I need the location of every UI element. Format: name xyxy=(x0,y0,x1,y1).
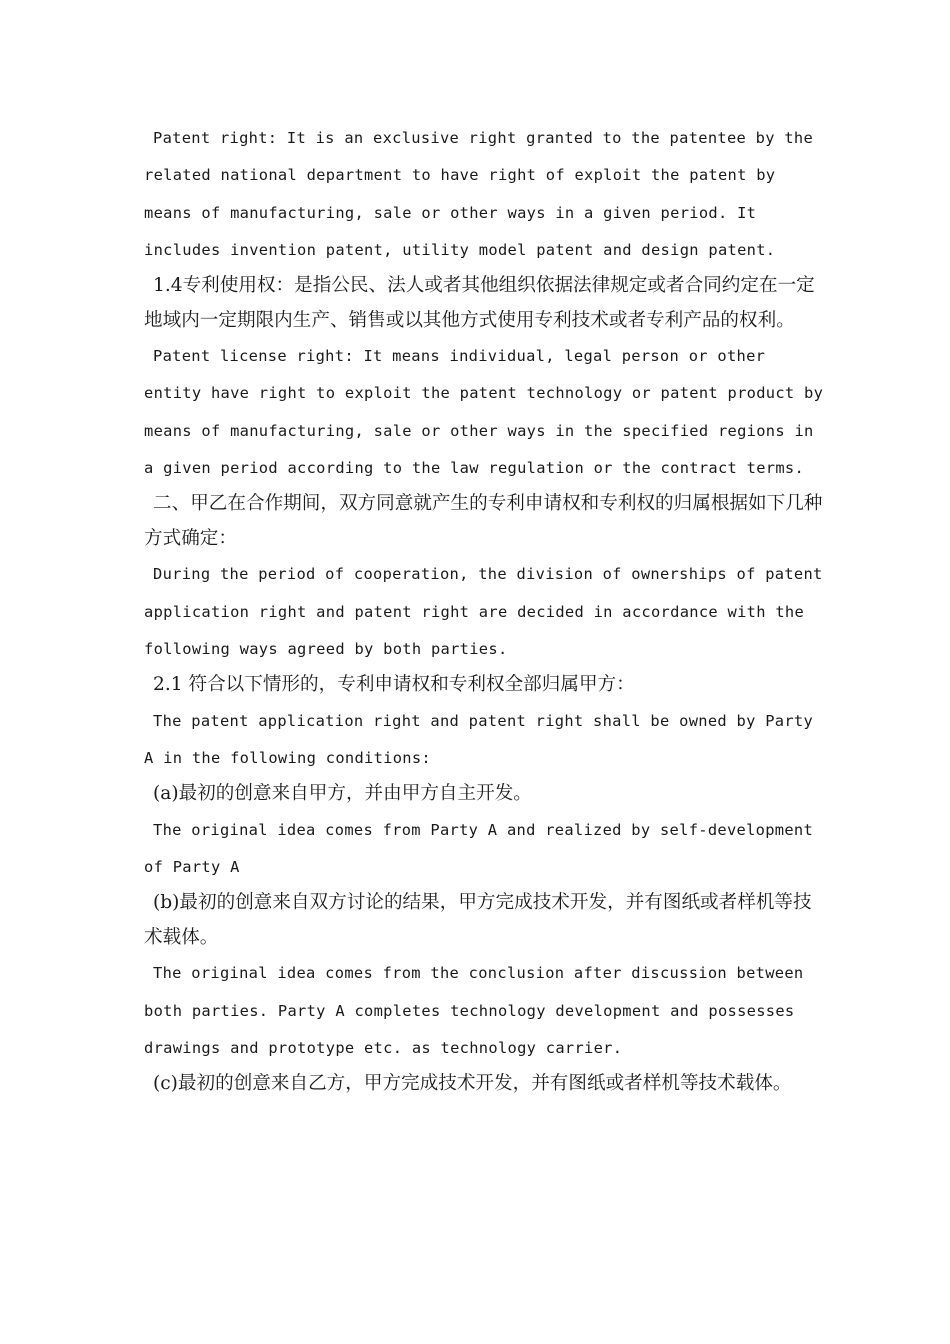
paragraph-patent-right-en: Patent right: It is an exclusive right granted to the patentee by the related national department to have right of exploit the patent by means of manufacturing, sale or other ways in a given period. It includes invention patent, utility model patent and design patent. xyxy=(144,129,814,259)
paragraph-condition-b-en: The original idea comes from the conclusion after discussion between both parties. Party A completes technology development and possesses drawings and prototype etc. as technology carrier. xyxy=(144,964,804,1058)
paragraph-patent-license-right-zh: 1.4专利使用权：是指公民、法人或者其他组织依据法律规定或者合同约定在一定地域内一定期限内生产、销售或以其他方式使用专利技术或者专利产品的权利。 xyxy=(144,275,815,331)
paragraph-clause-2-1-zh: 2.1 符合以下情形的，专利申请权和专利权全部归属甲方： xyxy=(153,674,635,696)
paragraph-patent-license-right-en: Patent license right: It means individual, legal person or other entity have right to exploit the patent technology or patent product by means of manufacturing, sale or other ways in the specified regions in a given period according to the law regulation or the contract terms. xyxy=(144,347,824,478)
document-body xyxy=(144,120,824,1102)
paragraph-condition-a-en: The original idea comes from Party A and realized by self-development of Party A xyxy=(144,820,814,877)
paragraph-condition-a-zh: (a)最初的创意来自甲方，并由甲方自主开发。 xyxy=(153,783,532,805)
paragraph-clause-2-1-en: The patent application right and patent right shall be owned by Party A in the following conditions: xyxy=(144,711,814,768)
paragraph-ownership-division-zh: 二、甲乙在合作期间，双方同意就产生的专利申请权和专利权的归属根据如下几种方式确定： xyxy=(144,493,823,549)
paragraph-ownership-division-en: During the period of cooperation, the division of ownerships of patent application right and patent right are decided in accordance with the following ways agreed by both parties. xyxy=(144,565,823,658)
paragraph-condition-c-zh: (c)最初的创意来自乙方，甲方完成技术开发，并有图纸或者样机等技术载体。 xyxy=(153,1073,792,1095)
paragraph-condition-b-zh: (b)最初的创意来自双方讨论的结果，甲方完成技术开发，并有图纸或者样机等技术载体。 xyxy=(144,892,812,948)
